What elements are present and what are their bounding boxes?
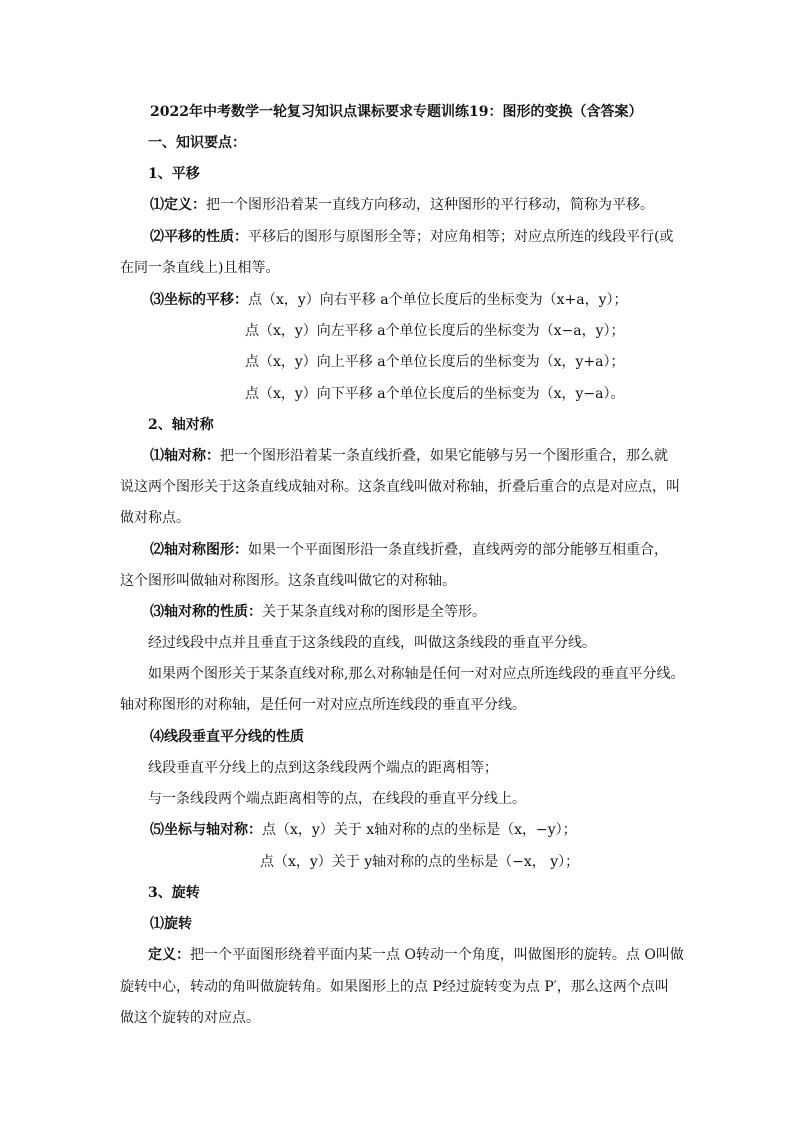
heading-translation: 1、平移 (148, 166, 200, 182)
coordinate-translation-rule: 点（x，y）向左平移 a个单位长度后的坐标变为（x−a，y）； (245, 323, 625, 339)
symmetry-property (150, 602, 486, 622)
axisymmetric-figure-text-cont: 这个图形叫做轴对称图形。这条直线叫做它的对称轴。 (120, 573, 456, 589)
symmetry-axis-statement-2: 轴对称图形的对称轴，是任何一对对应点所连线段的垂直平分线。 (120, 697, 526, 713)
rotation-definition-cont: 做这个旋转的对应点。 (120, 1010, 260, 1026)
translation-property-text: 平移后的图形与原图形全等；对应角相等；对应点所连的线段平行(或 (248, 229, 674, 245)
coordinate-translation-rule: 点（x，y）向上平移 a个单位长度后的坐标变为（x，y+a）； (245, 354, 625, 370)
document-title: 2022年中考数学一轮复习知识点课标要求专题训练19：图形的变换（含答案） (150, 104, 643, 120)
coordinate-symmetry-rule: 点（x，y）关于 y轴对称的点的坐标是（−x， y）； (260, 854, 580, 870)
rotation-definition-text: 把一个平面图形绕着平面内某一点 O转动一个角度，叫做图形的旋转。点 O叫做 (190, 947, 684, 963)
axisymmetric-figure-def (150, 540, 668, 560)
symmetry-property-label: ⑶轴对称的性质： (150, 604, 262, 620)
axial-symmetry-label: ⑴轴对称： (150, 448, 220, 464)
rotation-definition-cont: 旋转中心，转动的角叫做旋转角。如果图形上的点 P经过旋转变为点 P′，那么这两个点叫 (120, 979, 669, 995)
axial-symmetry-text-cont: 说这两个图形关于这条直线成轴对称。这条直线叫做对称轴，折叠后重合的点是对应点，叫 (120, 479, 680, 495)
translation-definition-text: 把一个图形沿着某一直线方向移动，这种图形的平行移动，简称为平移。 (206, 197, 654, 213)
symmetry-property-text: 关于某条直线对称的图形是全等形。 (262, 604, 486, 620)
coordinate-translation-rule: 点（x，y）向右平移 a个单位长度后的坐标变为（x+a，y）； (248, 292, 628, 308)
heading-rotation: 3、旋转 (148, 885, 200, 901)
axial-symmetry-def (150, 446, 668, 466)
coordinate-symmetry-rule: 点（x，y）关于 x轴对称的点的坐标是（x，−y）； (262, 822, 577, 838)
translation-property (150, 227, 673, 247)
symmetry-axis-statement: 如果两个图形关于某条直线对称,那么对称轴是任何一对对应点所连线段的垂直平分线。 (148, 666, 685, 682)
coordinate-translation-rule: 点（x，y）向下平移 a个单位长度后的坐标变为（x，y−a）。 (245, 386, 625, 402)
section-heading-knowledge: 一、知识要点： (148, 135, 246, 151)
coordinate-translation (150, 290, 627, 310)
rotation-sub-label: ⑴旋转 (150, 916, 192, 932)
coordinate-symmetry-label: ⑸坐标与轴对称： (150, 822, 262, 838)
translation-definition (150, 195, 654, 215)
axisymmetric-figure-text: 如果一个平面图形沿一条直线折叠，直线两旁的部分能够互相重合， (248, 542, 668, 558)
coordinate-symmetry (150, 820, 577, 840)
axisymmetric-figure-label: ⑵轴对称图形： (150, 542, 248, 558)
translation-property-cont: 在同一条直线上)且相等。 (120, 260, 280, 276)
axial-symmetry-text: 把一个图形沿着某一条直线折叠，如果它能够与另一个图形重合，那么就 (220, 448, 668, 464)
coordinate-translation-label: ⑶坐标的平移： (150, 292, 248, 308)
bisector-property-line: 与一条线段两个端点距离相等的点，在线段的垂直平分线上。 (148, 791, 526, 807)
axial-symmetry-text-cont: 做对称点。 (120, 510, 190, 526)
bisector-property-label: ⑷线段垂直平分线的性质 (150, 729, 304, 745)
rotation-definition-label: 定义： (148, 947, 190, 963)
perpendicular-bisector-def: 经过线段中点并且垂直于这条线段的直线，叫做这条线段的垂直平分线。 (148, 635, 596, 651)
translation-definition-label: ⑴定义： (150, 197, 206, 213)
rotation-definition (148, 945, 684, 965)
bisector-property-line: 线段垂直平分线上的点到这条线段两个端点的距离相等； (148, 760, 498, 776)
heading-axial-symmetry: 2、轴对称 (148, 417, 214, 433)
translation-property-label: ⑵平移的性质： (150, 229, 248, 245)
